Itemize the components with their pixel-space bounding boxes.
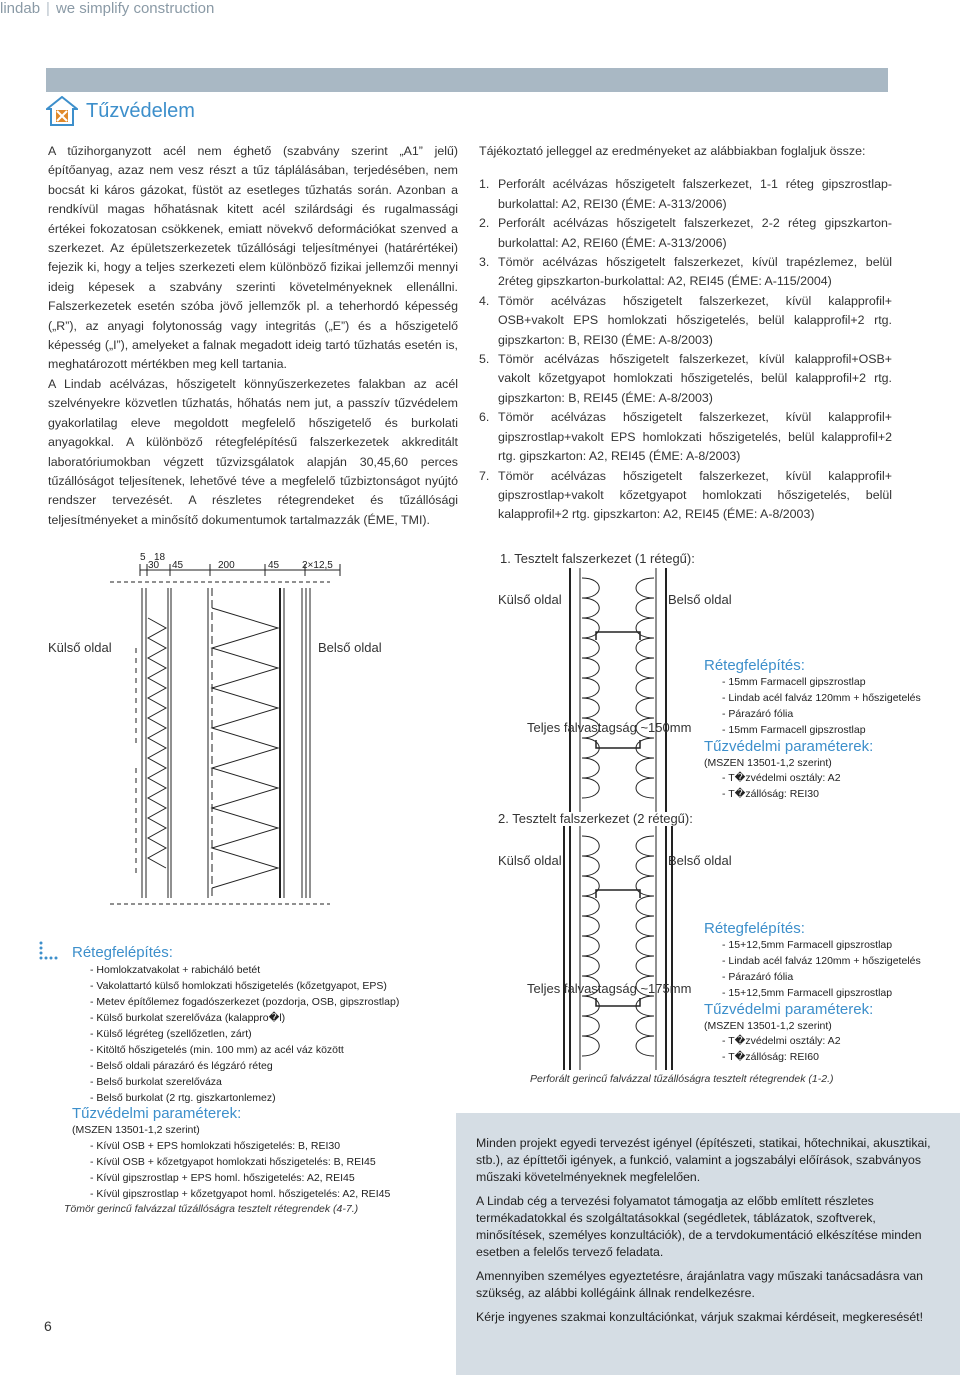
fire-item: - Kívül gipszrostlap + EPS homl. hőszigetelés: A2, REI45 [90,1172,355,1184]
info-paragraph: Amennyiben személyes egyeztetésre, árajánlatra vagy műszaki tanácsadásra van szükség, az alábbi kollégáink állnak rendelkezésre. [476,1269,924,1300]
test2-caption: Perforált gerincű falvázzal tűzállóságra tesztelt rétegrendek (1-2.) [530,1073,834,1085]
paragraph-lindab-walls: A Lindab acélvázas, hőszigetelt könnyűszerkezetes falakban az acél szelvényekre közvetlen tűzhatás, hőhatás nem jut, a passzív tűzvédelem gyakorlatilag eleve megoldott megfelelő hőszigetelő és burkolati anyagokkal. A különböző rétegfelépítésű falszerkezetek akkreditált laboratóriumokban végzett tűzvizsgálatok alapján 30,45,60 perces tűzállóságot teljesítenek, lehetővé téve a megfelelő tűzbiztonságot nyújtó rendszer tervezését. A részletes rétegrendeket és tűzállósági teljesítményeket a minősítő dokumentumok tartalmazzák (ÉME, TMI). [48,376,458,527]
left-layers-heading: Rétegfelépítés: [72,944,173,961]
fire-item: - T�zvédelmi osztály: A2 [722,772,841,784]
result-item: 5. Tömör acélvázas hőszigetelt falszerkezet, kívül kalapprofil+OSB+ vakolt kőzetgyapot homlokzati hőszigetelés, belül kalapprofil+2 rtg. gipszkarton: B, REI45 (ÉME: A-8/2003) [479,352,892,405]
layer-item: - Külső burkolat szerelőváza (kalappro�l) [90,1012,286,1024]
layer-item: - Párazáró fólia [722,971,794,983]
layer-item: - 15mm Farmacell gipszrostlap [722,724,866,736]
layer-item: - Kitöltő hőszigetelés (min. 100 mm) az acél váz között [90,1044,344,1056]
test1-outer-label: Külső oldal [498,592,562,607]
inner-side-label: Belső oldal [318,640,382,655]
test1-fire-list [722,770,922,802]
results-list [479,175,892,524]
layer-item: - Belső burkolat (2 rtg. giszkartonlemez) [90,1092,276,1104]
test2-thickness: Teljes falvastagság ~175mm [527,981,692,996]
results-intro: Tájékoztató jelleggel az eredményeket az alábbiakban foglaljuk össze: [479,144,866,158]
test1-wall-drawing [560,568,680,812]
result-item: 1. Perforált acélvázas hőszigetelt falszerkezet, 1-1 réteg gipszrostlap-burkolattal: A2, REI30 (ÉME: A-313/2006) [479,177,892,211]
test2-layers-heading: Rétegfelépítés: [704,920,805,937]
dim-45: 45 [172,560,184,571]
info-box [456,1113,960,1375]
outer-side-label: Külső oldal [48,640,112,655]
fire-item: - Kívül OSB + kőzetgyapot homlokzati hőszigetelés: B, REI45 [90,1156,376,1168]
result-item: 2. Perforált acélvázas hőszigetelt falszerkezet, 2-2 réteg gipszkarton-burkolattal: A2, REI60 (ÉME: A-313/2006) [479,216,892,250]
info-paragraph: A Lindab cég a tervezési folyamatot támogatja az előbb említett részletes termékadatokkal és szolgáltatásokkal (segédletek, táblázatok, szoftverek, minősítések, személyes konzultációk), de a tervdokumentáció elkészítése minden esetben a felelős tervező feladata. [476,1194,922,1259]
fire-item: - T�zvédelmi osztály: A2 [722,1035,841,1047]
test2-wall-drawing [560,826,680,1070]
brand-name: lindab [0,0,41,17]
page-number: 6 [44,1318,52,1334]
brand-separator: | [46,0,50,17]
result-item: 7. Tömör acélvázas hőszigetelt falszerkezet, kívül kalapprofil+ gipszrostlap+vakolt kőzetgyapot homlokzati hőszigetelés, belül kalapprofil+2 rtg. gipszkarton: A2, REI45 (ÉME: A-8/2003) [479,468,892,522]
left-caption: Tömör gerincű falvázzal tűzállóságra tesztelt rétegrendek (4-7.) [64,1203,359,1215]
fire-item: - Kívül OSB + EPS homlokzati hőszigetelés: B, REI30 [90,1140,341,1152]
test2-inner-label: Belső oldal [668,853,732,868]
layer-item: - Vakolattartó külső homlokzati hőszigetelés (kőzetgyapot, EPS) [90,980,387,992]
test1-standard: (MSZEN 13501-1,2 szerint) [704,757,832,769]
dotted-corner-icon [38,938,62,962]
brand-header [0,0,214,17]
layer-item: - Párazáró fólia [722,708,794,720]
test2-fire-list [722,1033,922,1065]
brand-tagline: we simplify construction [55,0,215,17]
result-item: 6. Tömör acélvázas hőszigetelt falszerkezet, kívül kalapprofil+ gipszrostlap+vakolt EPS homlokzati hőszigetelés, belül kalapprofil+2 rtg. gipszkarton: A2, REI45 (ÉME: A-8/2003) [479,410,892,464]
fire-item: - T�zállóság: REI30 [722,788,819,800]
info-paragraph: Minden projekt egyedi tervezést igényel (építészeti, statikai, hőtechnikai, akusztikai, stb.), az építtetői igények, a funkció, valamint a jogszabályi előírások, szabványos műszaki követelményeknek megfelelően. [476,1136,931,1184]
dim-200: 200 [218,560,235,571]
test1-layers-list [722,674,952,738]
layer-item: - 15+12,5mm Farmacell gipszrostlap [722,939,893,951]
layer-item: - Lindab acél falváz 120mm + hőszigetelés [722,955,921,967]
left-fire-standard: (MSZEN 13501-1,2 szerint) [72,1124,200,1136]
test1-fire-heading: Tűzvédelmi paraméterek: [704,738,874,755]
layer-item: - Belső burkolat szerelőváza [90,1076,222,1088]
header-band [46,68,888,92]
test2-layers-list [722,937,952,1001]
layer-item: - Külső légréteg (szellőzetlen, zárt) [90,1028,252,1040]
layer-item: - Lindab acél falváz 120mm + hőszigetelés [722,692,921,704]
fire-item: - T�zállóság: REI60 [722,1051,819,1063]
result-item: 4. Tömör acélvázas hőszigetelt falszerkezet, kívül kalapprofil+ OSB+vakolt EPS homlokzati hőszigetelés, belül kalapprofil+2 rtg. gipszkarton: B, REI30 (ÉME: A-8/2003) [479,293,892,347]
info-paragraph: Kérje ingyenes szakmai konzultációnkat, várjuk szakmai kérdéseit, megkeresését! [476,1310,923,1324]
dim-18: 18 [154,552,166,563]
dim-45b: 45 [268,560,280,571]
left-layers-list [90,962,450,1106]
test1-inner-label: Belső oldal [668,592,732,607]
result-item: 3. Tömör acélvázas hőszigetelt falszerkezet, kívül trapézlemez, belül 2réteg gipszkarton-burkolattal: A2, REI45 (ÉME: A-115/2004) [479,255,892,289]
dim-2x12-5: 2×12,5 [302,560,333,571]
fire-house-icon [46,96,78,126]
test1-title: 1. Tesztelt falszerkezet (1 rétegű): [500,551,695,566]
test2-fire-heading: Tűzvédelmi paraméterek: [704,1001,874,1018]
left-fire-list [90,1138,450,1202]
layer-item: - 15+12,5mm Farmacell gipszrostlap [722,987,893,999]
layer-item: - Metev építőlemez fogadószerkezet (pozdorja, OSB, gipszrostlap) [90,996,400,1008]
test2-outer-label: Külső oldal [498,853,562,868]
test1-layers-heading: Rétegfelépítés: [704,657,805,674]
layer-item: - Belső oldali párazáró és légzáró réteg [90,1060,273,1072]
dim-5: 5 [140,552,146,563]
layer-item: - 15mm Farmacell gipszrostlap [722,676,866,688]
dim-30: 30 [148,560,160,571]
test2-standard: (MSZEN 13501-1,2 szerint) [704,1020,832,1032]
test1-thickness: Teljes falvastagság ~150mm [527,720,692,735]
section-title: Tűzvédelem [86,100,195,122]
right-text-column [479,142,892,525]
paragraph-fire-intro: A tűzihorganyzott acél nem éghető (szabvány szerint „A1” jelű) építőanyag, azaz nem vesz részt a tűz táplálásában, terjedésében, nem bocsát ki káros gázokat, füstöt az esetleges tűzhatás során. Azonban a rendkívül magas hőhatásnak kitett acél szilárdsági és rugalmassági értékei fokozatosan csökkenek, emiatt növekvő deformációkat szenved a szerkezet. Az épületszerkezetek tűzállósági teljesítményei (határértékei) fejezik ki, hogy a teljes szerkezeti elem különböző fizikai jellemzői mennyi ideig képesek a szabvány szerinti követelményeknek ellenállni. Falszerkezetek esetén szóba jövő jellemzők pl. a teherhordó képesség („R”), az anyagi folytonosság vagy integritás („E”) és a hőszigetelő képesség („I”), amelyeket a falnak megadott ideig tartó tűzhatás esetén is, meghatározott mértékben meg kell tartania. [48,144,458,372]
left-fire-heading: Tűzvédelmi paraméterek: [72,1105,242,1122]
fire-item: - Kívül gipszrostlap + kőzetgyapot homl. hőszigetelés: A2, REI45 [90,1188,391,1200]
test2-title: 2. Tesztelt falszerkezet (2 rétegű): [498,811,693,826]
left-text-column [48,142,458,530]
layer-item: - Homlokzatvakolat + rabicháló betét [90,964,261,976]
wall-section-drawing [40,548,460,918]
